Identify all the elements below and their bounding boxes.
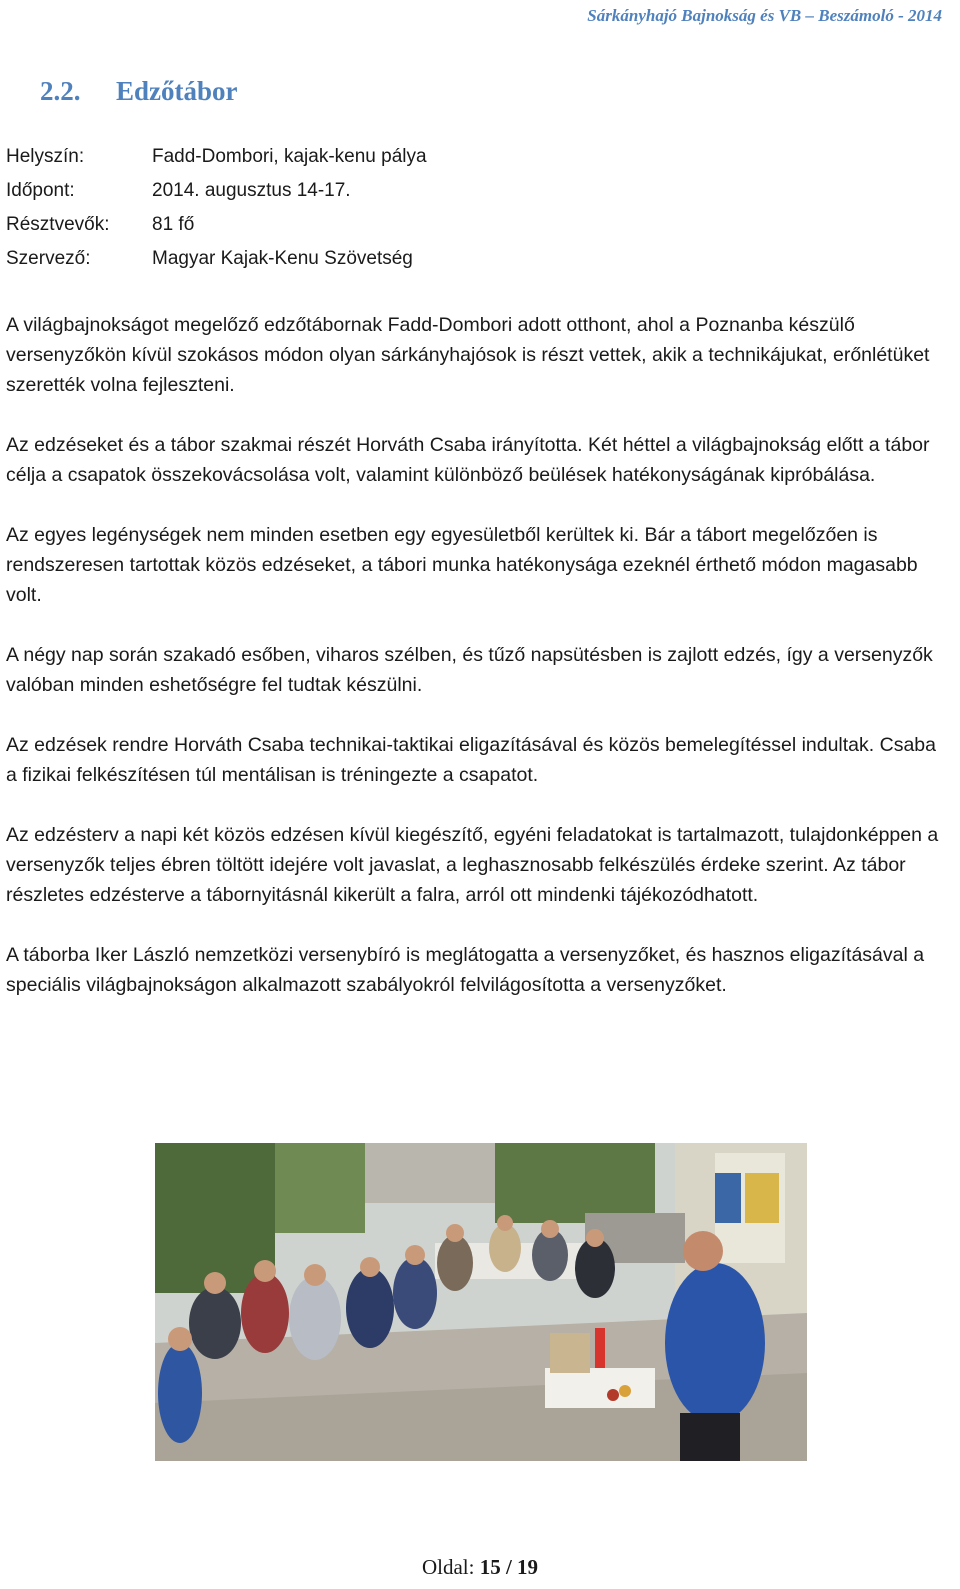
page-label: Oldal: (421, 1555, 475, 1579)
paragraph: Az edzéseket és a tábor szakmai részét Horváth Csaba irányította. Két héttel a világbajnokság előtt a tábor célja a csapatok összekovácsolása volt, valamint különböző beülések hatékonyságának kipróbálása. (6, 434, 930, 486)
body-text (6, 310, 946, 1030)
section-title: Edzőtábor (116, 76, 238, 106)
paragraph: Az edzésterv a napi két közös edzésen kívül kiegészítő, egyéni feladatokat is tartalmazott, tulajdonképpen a versenyzők teljes ébren töltött idejére volt javaslat, a leghasznosabb felkészülés érdeke szerint. Az tábor részletes edzésterve a tábornyitásnál kikerült a falra, arról ott mindenki tájékozódhatott. (6, 824, 939, 906)
section-number: 2.2. (40, 76, 81, 106)
section-heading (40, 76, 238, 107)
current-page: 15 (479, 1555, 501, 1579)
info-value: 81 fő (152, 214, 195, 235)
info-table (6, 140, 427, 276)
info-value: Fadd-Dombori, kajak-kenu pálya (152, 146, 427, 167)
total-pages: 19 (517, 1555, 539, 1579)
paragraph: A világbajnokságot megelőző edzőtábornak Fadd-Dombori adott otthont, ahol a Poznanba készülő versenyzőkön kívül szokásos módon olyan sárkányhajósok is részt vettek, akik a technikájukat, erőnlétüket szerették volna fejleszteni. (6, 314, 930, 396)
info-label: Résztvevők: (6, 214, 110, 235)
paragraph: Az edzések rendre Horváth Csaba technikai-taktikai eligazításával és közös bemelegítéssel indultak. Csaba a fizikai felkészítésen túl mentálisan is tréningezte a csapatot. (6, 734, 936, 786)
info-row-date (6, 174, 427, 208)
photo-illustration (155, 1143, 807, 1461)
info-value: 2014. augusztus 14-17. (152, 180, 351, 201)
page-footer (0, 1555, 960, 1580)
info-value: Magyar Kajak-Kenu Szövetség (152, 248, 413, 269)
info-row-location (6, 140, 427, 174)
info-label: Időpont: (6, 180, 75, 201)
info-label: Szervező: (6, 248, 91, 269)
paragraph: Az egyes legénységek nem minden esetben egy egyesületből kerültek ki. Bár a tábort megelőzően is rendszeresen tartottak közös edzéseket, a tábori munka hatékonysága ezeknél érthető módon magasabb volt. (6, 524, 918, 606)
running-header: Sárkányhajó Bajnokság és VB – Beszámoló - 2014 (587, 6, 942, 25)
info-row-participants (6, 208, 427, 242)
page-separator: / (505, 1555, 512, 1579)
info-label: Helyszín: (6, 146, 85, 167)
info-row-organizer (6, 242, 427, 276)
training-camp-photo (155, 1143, 807, 1461)
paragraph: A négy nap során szakadó esőben, viharos szélben, és tűző napsütésben is zajlott edzés, így a versenyzők valóban minden eshetőségre fel tudtak készülni. (6, 644, 933, 696)
paragraph: A táborba Iker László nemzetközi versenybíró is meglátogatta a versenyzőket, és hasznos eligazításával a speciális világbajnokságon alkalmazott szabályokról felvilágosította a versenyzőket. (6, 944, 925, 996)
